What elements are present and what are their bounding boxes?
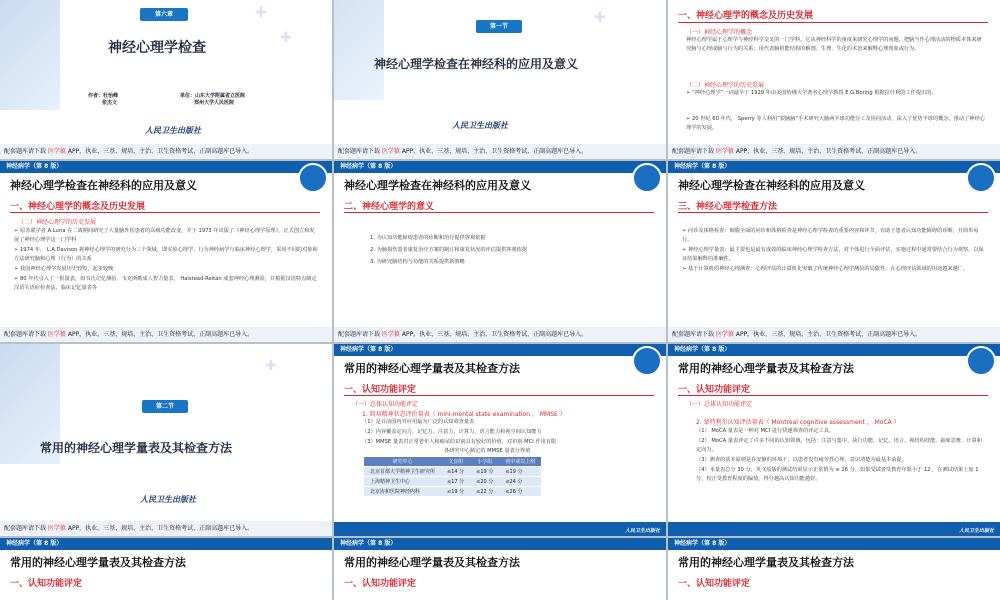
list-item: 3. 为研究脑结构与功能的关系提供新策略: [370, 259, 465, 265]
sub-heading: （一）总体认知功能评定: [352, 401, 419, 408]
item-title: 2. 蒙特利尔认知评估量表（ Montreal cognitive assessment ， MoCA ）: [696, 419, 900, 426]
slide-heading: 二、神经心理学的意义: [344, 202, 435, 212]
table-cell: 北京协和医院神经内科: [364, 487, 441, 497]
slide-title: 常用的神经心理学量表及其检查方法: [678, 556, 854, 569]
sub-heading-2: （二）神经心理学的历史发展: [686, 82, 765, 89]
footer-ad: 配套题库请下载 医学猿 APP，执业、三基、规培、主治、卫生资格考试、正副高题库已导入。: [668, 327, 1000, 342]
table-caption: 各研究中心制定的 MMSE 量表分界值: [444, 448, 531, 454]
heading-underline: [10, 212, 320, 213]
list-item: （1） MoCA 量表是一种对 MCI 进行快速筛查的评定工具。: [696, 428, 835, 434]
bullet-item: ➢ “神经心理学”一词最早于 1929 年由美国哈佛大学著名心理学教授 E.G.Boring 根据拉什利的工作提出的。: [686, 90, 937, 96]
bullet-item: ➢ 神经心理学量表：最主要也是最有成效的临床神经心理学检查方法，对个体进行全面评估，实施过程中通常要结合行为观察，以保证结果解释的准确性。: [682, 247, 984, 262]
slide-title: 神经心理学检查: [108, 40, 206, 56]
slide-heading: 一、认知功能评定: [10, 579, 83, 589]
slide-title: 神经心理学检查在神经科的应用及意义: [678, 179, 865, 192]
plus-decoration-icon: ✚: [255, 5, 267, 21]
bullet-item: ➢ 问诊及体格检查：烟脱全面的问诊和体格检查是神经心理学检查的重要内容和环节，有助于患者认知功能障碍的诊断，且简单易行。: [682, 228, 979, 243]
item-title: 1. 简易精神状态评价量表（ mini-mental state examination ， MMSE ）: [362, 411, 566, 418]
list-item: （3）MMSE 量表对正常老年人和痴呆的识别具有较好的价值，对识别 MCI 作用有限: [362, 439, 557, 445]
list-item: （2）内容覆盖定向力、记忆力、注意力、计算力、语言能力和视空间认知能力: [362, 429, 542, 435]
list-item: （4）本量表总分 30 分，英文原版的测试结果显示正常值为 ≥ 26 分。如果受试者受教育年限小于 12 ，在测试结果上加 1 分，校正受教育程度的偏倚，得分越高认知功能越好。: [696, 467, 979, 482]
publisher-mini-logo: 人民卫生出版社: [958, 528, 994, 534]
list-item: （1）是目前国内外应用最为广泛的认知筛查量表: [362, 419, 475, 425]
slide-thumbnail-6[interactable]: [668, 161, 1000, 342]
plus-decoration-icon: ✚: [265, 358, 277, 374]
author-label: [88, 92, 118, 106]
table-cell: ≤19 分: [441, 487, 470, 497]
heading-underline: [678, 22, 988, 23]
list-item: （3）测查的基本原则是在安静的环境下，以患者没有疲劳性心理，意识清楚为最基本前提。: [696, 457, 907, 463]
textbook-logo-icon: [632, 163, 662, 193]
column-header: 文盲组: [441, 457, 470, 467]
slide-heading: 三、神经心理学检查方法: [678, 202, 778, 212]
slide-thumbnail-3[interactable]: [668, 0, 1000, 159]
bullet-list: [14, 227, 319, 294]
footer-ad: 配套题库请下载 医学猿 APP，执业、三基、规培、主治、卫生资格考试、正副高题库已导入。: [0, 521, 332, 536]
sub-heading-1: （一）神经心理学的概念: [686, 29, 753, 36]
footer-bar: [334, 522, 666, 536]
slide-heading: 一、神经心理学的概念及历史发展: [10, 202, 146, 212]
list-item: 2. 为脑损伤患者康复治疗方案的制订和康复状况的评估提供客观依据: [370, 247, 528, 253]
slide-title: 神经心理学检查在神经科的应用及意义: [374, 57, 579, 71]
table-cell: ≤26 分: [499, 487, 541, 497]
table-cell: ≤19 分: [499, 467, 541, 477]
heading-underline: [344, 395, 654, 396]
heading-underline: [678, 212, 988, 213]
slide-thumbnail-11[interactable]: [334, 538, 666, 600]
bullet-icon: ➢: [686, 116, 692, 122]
slide-heading: 一、神经心理学的概念及历史发展: [678, 11, 814, 21]
slide-header: 神经病学（第 8 版）: [668, 344, 1000, 356]
column-header: 初中或以上组: [499, 457, 541, 467]
textbook-logo-icon: [632, 346, 662, 376]
line-list: [696, 427, 986, 485]
unit-line-1: 单位：山东大学附属省立医院: [180, 93, 246, 99]
section-badge: 第二节: [142, 400, 188, 413]
bullet-item: ➢ 80 年代引入了一批量表，如韦氏记忆测验、韦克斯勒成人智力量表、 Halstead-Reitan 成套神经心理测验，并根据汉语特点制定汉语失语症检查法、临床记忆量表等: [14, 276, 317, 291]
slide-heading: 一、认知功能评定: [344, 385, 417, 395]
slide-heading: 一、认知功能评定: [344, 579, 417, 589]
textbook-logo-icon: [966, 346, 996, 376]
table-cell: 上海精神卫生中心: [364, 477, 441, 487]
table-cell: ≤20 分: [470, 477, 499, 487]
slide-title: 常用的神经心理学量表及其检查方法: [344, 362, 520, 375]
slide-heading: 一、认知功能评定: [678, 579, 751, 589]
paragraph: 神经心理学属于心理学与神经科学交叉的一门学科。它从神经科学的角度来研究心理学的问题，把脑当作心理活动的物质本体来研究脑与心理或脑与行为的关系；用代表脑机能结构的解剖、生理、生化的术语来解释心理现象或行为。: [686, 37, 982, 52]
footer-ad: 配套题库请下载 医学猿 APP，执业、三基、规培、主治、卫生资格考试、正副高题库已导入。: [0, 327, 332, 342]
slide-thumbnail-10[interactable]: [0, 538, 332, 600]
slide-header: 神经病学（第 8 版）: [668, 161, 1000, 173]
bullet-item: ➢ 20 世纪 60 年代， Sperry 等人利用“裂脑脑”手术研究大脑两半球功能分工及协同活动。深入了优势半球的概念，推动了神经心理学的发展。: [686, 116, 985, 131]
list-item: （2） MoCA 量表评定了许多不同的认知领域，包括：注意与集中、执行功能、记忆、语言、视结构技能、抽象思维、计算和定向力。: [696, 438, 982, 453]
footer-ad: 配套题库请下载 医学猿 APP，执业、三基、规培、主治、卫生资格考试、正副高题库已导入。: [334, 144, 666, 159]
slide-thumbnail-8[interactable]: [334, 344, 666, 536]
line-list: [362, 418, 652, 448]
bullet-item: ➢ 我国神经心理学发展历史较短，起步较晚: [14, 266, 114, 272]
table-row: [364, 467, 541, 477]
slide-thumbnail-4[interactable]: [0, 161, 332, 342]
heading-underline: [678, 395, 988, 396]
slide-header: 神经病学（第 8 版）: [334, 538, 666, 550]
publisher-logo: 人民卫生出版社: [145, 126, 201, 135]
heading-underline: [344, 212, 654, 213]
author-line-1: 作者：杜怡峰: [88, 93, 119, 99]
footer-bar: [668, 522, 1000, 536]
footer-ad: 配套题库请下载 医学猿 APP，执业、三基、规培、主治、卫生资格考试、正副高题库已导入。: [334, 327, 666, 342]
slide-thumbnail-12[interactable]: [668, 538, 1000, 600]
table-cell: ≤14 分: [441, 467, 470, 477]
table-cell: ≤22 分: [470, 487, 499, 497]
decorative-banner: [334, 0, 384, 100]
slide-title: 常用的神经心理学量表及其检查方法: [678, 362, 854, 375]
bullet-list: [682, 227, 987, 275]
column-header: 研究中心: [364, 457, 441, 467]
slide-title: 常用的神经心理学量表及其检查方法: [344, 556, 520, 569]
textbook-logo-icon: [966, 163, 996, 193]
chapter-badge: 第六章: [140, 8, 188, 21]
table-row: [364, 477, 541, 487]
slide-header: 神经病学（第 8 版）: [0, 161, 332, 173]
sub-heading: （一）总体认知功能评定: [686, 401, 753, 408]
numbered-list: [370, 233, 650, 269]
slide-title: 神经心理学检查在神经科的应用及意义: [344, 179, 531, 192]
slide-header: 神经病学（第 8 版）: [668, 538, 1000, 550]
slide-header: 神经病学（第 8 版）: [334, 344, 666, 356]
slide-thumbnail-9[interactable]: [668, 344, 1000, 536]
mmse-cutoff-table: [364, 457, 541, 496]
publisher-logo: 人民卫生出版社: [452, 121, 508, 130]
table-row: [364, 487, 541, 497]
sub-heading: （二）神经心理学的历史发展: [18, 219, 97, 226]
publisher-mini-logo: 人民卫生出版社: [624, 528, 660, 534]
bullet-item: ➢ 原苏联学者 A.Luria 在二战期间研究了大量脑外伤患者的高级功能改变，并于 1973 年出版了《神经心理学原理》，正式创立和发展了神经心理学这一门学科: [14, 228, 315, 243]
table-cell: ≤19 分: [470, 467, 499, 477]
author-line-2: 张杰文: [102, 100, 118, 106]
table-header-row: [364, 457, 541, 467]
textbook-logo-icon: [298, 163, 328, 193]
slide-title: 常用的神经心理学量表及其检查方法: [10, 556, 186, 569]
plus-decoration-icon: ✚: [594, 10, 606, 26]
unit-label: [180, 92, 245, 106]
footer-ad: 配套题库请下载 医学猿 APP，执业、三基、规培、主治、卫生资格考试、正副高题库已导入。: [668, 144, 1000, 159]
slide-thumbnail-2[interactable]: [334, 0, 666, 159]
slide-header: 神经病学（第 8 版）: [334, 161, 666, 173]
section-badge: 第一节: [476, 20, 522, 33]
bullet-item: ➢ 1974 年， L.A.Davison 将神经心理学的研究分为三个领域，即实验心理学、行为神经病学与临床神经心理学，采用不同的对象和方法研究脑和心理（行为）的关系: [14, 247, 318, 262]
table-cell: ≤17 分: [441, 477, 470, 487]
footer-ad: 配套题库请下载 医学猿 APP，执业、三基、规培、主治、卫生资格考试、正副高题库已导入。: [0, 144, 332, 159]
slide-heading: 一、认知功能评定: [678, 385, 751, 395]
publisher-logo: 人民卫生出版社: [140, 495, 196, 504]
table-cell: 北京首都大学精神卫生研究所: [364, 467, 441, 477]
slide-title: 神经心理学检查在神经科的应用及意义: [10, 179, 197, 192]
column-header: 小学组: [470, 457, 499, 467]
bullet-icon: ➢: [686, 90, 692, 96]
plus-decoration-icon: ✚: [280, 30, 292, 46]
unit-line-2: 郑州大学人民医院: [194, 100, 235, 106]
slide-header: 神经病学（第 8 版）: [0, 538, 332, 550]
decorative-banner: [0, 0, 60, 110]
bullet-item: ➢ 基于计算机的神经心理测查：心理评估的计算机化突破了传统神经心理学测验的局限性，在心理评估领域的用途越来越广。: [682, 266, 969, 272]
slide-thumbnail-7[interactable]: [0, 344, 332, 536]
table-cell: ≤24 分: [499, 477, 541, 487]
slide-thumbnail-5[interactable]: [334, 161, 666, 342]
slide-title: 常用的神经心理学量表及其检查方法: [40, 441, 233, 455]
list-item: 1. 为认知功能障碍患者的诊断和治疗提供客观依据: [370, 235, 486, 241]
slide-thumbnail-1[interactable]: [0, 0, 332, 159]
